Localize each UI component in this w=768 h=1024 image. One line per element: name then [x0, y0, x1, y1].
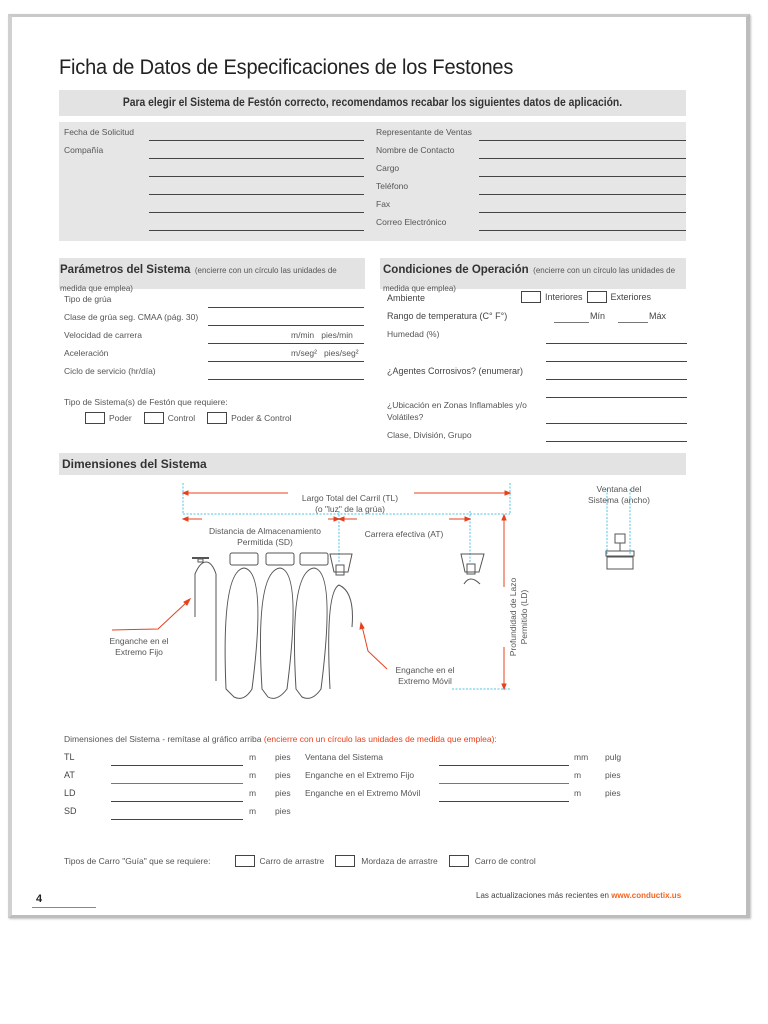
- sd-label-line-2: Permitida (SD): [237, 537, 293, 547]
- request-date-label: Fecha de Solicitud: [64, 127, 134, 137]
- festoon-diagram: [12, 17, 754, 921]
- ld-label: [508, 567, 530, 667]
- dimensions-instructions-text: Dimensiones del Sistema - remítase al gráfico arriba: [64, 734, 262, 744]
- company-label: Compañía: [64, 145, 104, 155]
- ld-unit-pies[interactable]: pies: [275, 788, 291, 798]
- temp-range-label: Rango de temperatura (C° F°): [387, 311, 508, 321]
- contact-name-label: Nombre de Contacto: [376, 145, 455, 155]
- acceleration-units[interactable]: m/seg² pies/seg²: [291, 348, 359, 358]
- fixed-end-unit-m[interactable]: m: [574, 770, 582, 780]
- window-unit-mm[interactable]: mm: [574, 752, 589, 762]
- ambient-label: Ambiente: [387, 293, 426, 303]
- sd-label: [202, 526, 328, 548]
- window-unit-pulg[interactable]: pulg: [605, 752, 622, 762]
- mobile-end-unit-m[interactable]: m: [574, 788, 582, 798]
- page-number-underline: [32, 907, 96, 908]
- indoor-option-label: Interiores: [545, 292, 583, 302]
- mobile-end-label: [389, 665, 461, 687]
- drag-trolley-checkbox[interactable]: [235, 855, 255, 867]
- class-division-label: Clase, División, Grupo: [387, 430, 472, 440]
- operating-conditions-subheading: (encierre con un círculo las unidades de medida que emplea): [383, 266, 676, 293]
- window-label: [585, 484, 653, 506]
- sd-label-line-1: Distancia de Almacenamiento: [209, 526, 321, 536]
- dimensions-instructions: [64, 734, 497, 744]
- system-params-subheading: (encierre con un círculo las unidades de medida que emplea): [60, 266, 337, 293]
- temp-max-label: Máx: [649, 311, 667, 321]
- tl-unit-m[interactable]: m: [249, 752, 257, 762]
- travel-speed-units[interactable]: m/min pies/min: [291, 330, 353, 340]
- at-field[interactable]: [111, 783, 243, 784]
- page-number: 4: [36, 893, 43, 905]
- duty-cycle-label: Ciclo de servicio (hr/día): [64, 366, 156, 376]
- sales-rep-label: Representante de Ventas: [376, 127, 472, 137]
- tow-clamp-checkbox[interactable]: [335, 855, 355, 867]
- ld-label-line-1: Profundidad de Lazo: [508, 577, 518, 657]
- crane-type-label: Tipo de grúa: [64, 294, 112, 304]
- system-type-label: Tipo de Sistema(s) de Festón que requiere:: [64, 397, 228, 407]
- tl-label-line-2: (o "luz" de la grúa): [315, 504, 385, 514]
- ld-field[interactable]: [111, 801, 243, 802]
- footer-updates-text: Las actualizaciones más recientes en: [476, 891, 609, 900]
- tow-clamp-label: Mordaza de arrastre: [361, 856, 438, 866]
- control-option-label: Control: [167, 413, 196, 423]
- tl-row-label: TL: [64, 752, 75, 762]
- window-field[interactable]: [439, 765, 569, 766]
- mobile-end-field[interactable]: [439, 801, 569, 802]
- trolley-row: [64, 855, 536, 867]
- at-unit-m[interactable]: m: [249, 770, 257, 780]
- page-title: Ficha de Datos de Especificaciones de los Festones: [59, 55, 514, 79]
- temp-min-label: Mín: [590, 311, 606, 321]
- mobile-end-label-line-2: Extremo Móvil: [398, 676, 452, 686]
- tl-field[interactable]: [111, 765, 243, 766]
- drag-trolley-label: Carro de arrastre: [259, 856, 325, 866]
- ld-row-label: LD: [64, 788, 76, 798]
- sd-row-label: SD: [64, 806, 77, 816]
- fixed-end-label-line-2: Extremo Fijo: [115, 647, 163, 657]
- tl-unit-pies[interactable]: pies: [275, 752, 291, 762]
- mobile-end-unit-pies[interactable]: pies: [605, 788, 621, 798]
- travel-speed-label: Velocidad de carrera: [64, 330, 142, 340]
- document-page: [8, 14, 750, 918]
- power-option-label: Poder: [109, 413, 132, 423]
- fax-label: Fax: [376, 199, 391, 209]
- sd-field[interactable]: [111, 819, 243, 820]
- at-row-label: AT: [64, 770, 75, 780]
- trolley-label: Tipos de Carro "Guía" que se requiere:: [64, 856, 211, 866]
- system-params-heading: Parámetros del Sistema: [60, 264, 191, 276]
- fixed-end-label: [104, 636, 174, 658]
- tl-label-line-1: Largo Total del Carril (TL): [301, 493, 399, 503]
- job-title-label: Cargo: [376, 163, 400, 173]
- control-trolley-label: Carro de control: [474, 856, 536, 866]
- at-unit-pies[interactable]: pies: [275, 770, 291, 780]
- footer-url-link[interactable]: www.conductix.us: [611, 891, 682, 900]
- power-control-option-label: Poder & Control: [231, 413, 292, 423]
- sd-unit-m[interactable]: m: [249, 806, 257, 816]
- fixed-end-field[interactable]: [439, 783, 569, 784]
- footer-updates: [476, 891, 681, 900]
- fixed-end-label-line-1: Enganche en el: [109, 636, 169, 646]
- flammable-label: ¿Ubicación en Zonas Inflamables y/o Volátiles?: [387, 400, 527, 422]
- outdoor-option-label: Exteriores: [610, 292, 652, 302]
- window-row-label: Ventana del Sistema: [305, 752, 383, 762]
- acceleration-label: Aceleración: [64, 348, 109, 358]
- ld-unit-m[interactable]: m: [249, 788, 257, 798]
- intro-banner-text: Para elegir el Sistema de Festón correcto, recomendamos recabar los siguientes datos de aplicación.: [122, 97, 623, 109]
- window-label-line-2: Sistema (ancho): [588, 495, 650, 505]
- tl-label: [285, 493, 415, 515]
- sd-unit-pies[interactable]: pies: [275, 806, 291, 816]
- mobile-end-label-line-1: Enganche en el: [395, 665, 455, 675]
- humidity-label: Humedad (%): [387, 329, 440, 339]
- crane-class-label: Clase de grúa seg. CMAA (pág. 30): [64, 312, 199, 322]
- ld-label-line-2: Permitido (LD): [519, 589, 529, 645]
- window-label-line-1: Ventana del: [596, 484, 642, 494]
- email-label: Correo Electrónico: [376, 217, 447, 227]
- corrosive-label: ¿Agentes Corrosivos? (enumerar): [387, 366, 524, 376]
- dimensions-instructions-red: (encierre con un círculo las unidades de medida que emplea):: [263, 734, 497, 744]
- at-label: Carrera efectiva (AT): [364, 529, 444, 539]
- fixed-end-unit-pies[interactable]: pies: [605, 770, 621, 780]
- fixed-end-row-label: Enganche en el Extremo Fijo: [305, 770, 415, 780]
- control-trolley-checkbox[interactable]: [449, 855, 469, 867]
- dimensions-heading: Dimensiones del Sistema: [62, 457, 207, 471]
- operating-conditions-heading: Condiciones de Operación: [383, 264, 529, 276]
- mobile-end-row-label: Enganche en el Extremo Móvil: [305, 788, 421, 798]
- phone-label: Teléfono: [376, 181, 409, 191]
